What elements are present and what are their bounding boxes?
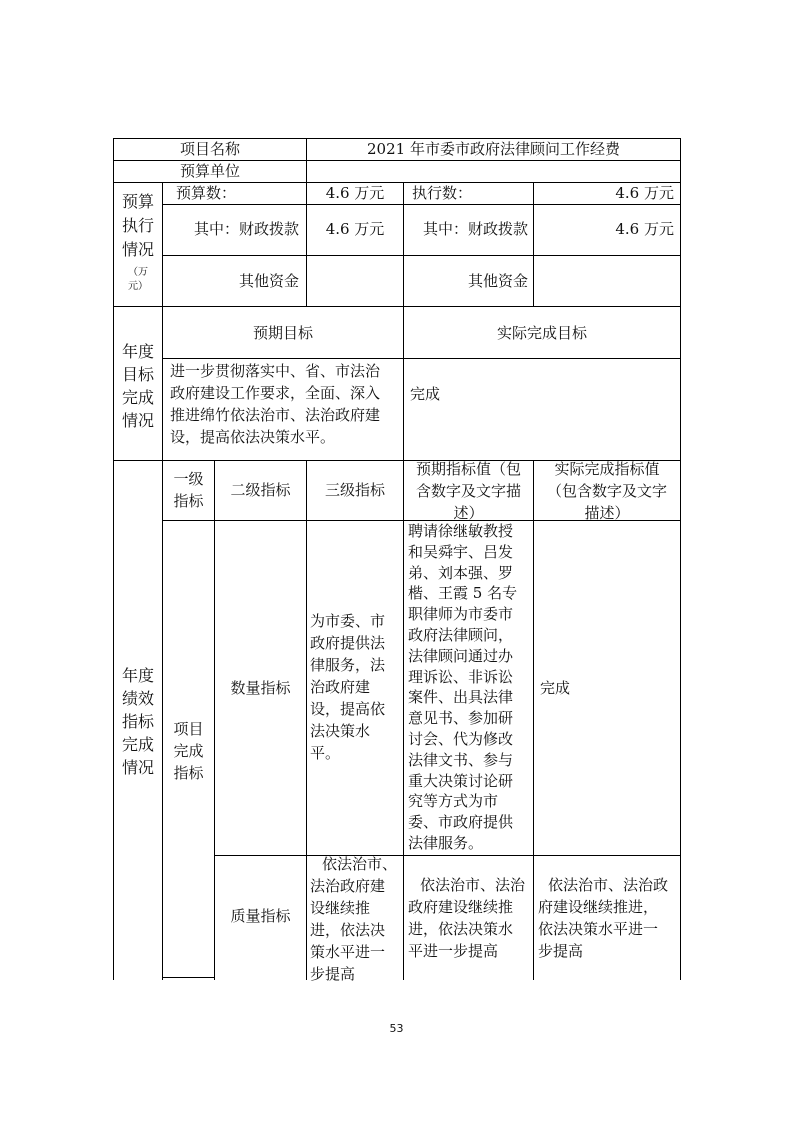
level1-value-line: 完成 <box>173 742 204 760</box>
row-quantity-actual: 完成 <box>540 679 571 697</box>
level1-value-line: 项目 <box>173 720 204 738</box>
exec-amount-label: 执行数： <box>412 184 473 202</box>
row-quantity-expected-line: 讨会、代为修改 <box>408 729 514 748</box>
performance-side-label <box>114 664 162 779</box>
annual-goal-side-label <box>114 340 162 432</box>
row-quantity-expected-line: 职律师为市委市 <box>408 605 514 624</box>
col-level3-header: 三级指标 <box>324 481 385 499</box>
row-quantity-level3-line: 律服务，法 <box>310 656 386 674</box>
col-actual-header <box>534 458 680 524</box>
col-expected-header <box>404 458 533 524</box>
row-quality-level3-line: 进，依法决 <box>310 921 386 939</box>
other-exec-label: 其他资金 <box>467 272 528 290</box>
annual-goal-side-line: 年度 <box>121 342 154 361</box>
col-actual-line: （包含数字及文字 <box>546 482 667 500</box>
performance-side-line: 绩效 <box>121 689 154 708</box>
row-quality-level3-line: 策水平进一 <box>310 943 386 961</box>
row-quantity-expected-line: 政府法律顾问， <box>408 625 514 644</box>
row-quantity-expected-line: 弟、刘本强、罗 <box>408 563 514 582</box>
row-quality-actual-line: 依法决策水平进一 <box>538 920 659 938</box>
project-name-label: 项目名称 <box>179 140 240 158</box>
expected-goal-line: 设，提高依法决策水平。 <box>170 428 336 446</box>
budget-amount-label: 预算数： <box>176 184 237 202</box>
row-quantity-level3-line: 设，提高依 <box>310 700 386 718</box>
col-expected-line: 预期指标值（包 <box>415 460 521 478</box>
row-quantity-expected-line: 究等方式为市 <box>408 792 499 811</box>
row-quantity-level3-line: 政府提供法 <box>310 634 386 652</box>
page-number: 53 <box>389 1022 404 1035</box>
row-quantity-expected-line: 意见书、参加研 <box>408 709 514 728</box>
expected-goal-line: 政府建设工作要求，全面、深入 <box>170 384 381 402</box>
col-expected-line: 述） <box>453 504 484 522</box>
expected-goal-text <box>170 360 402 448</box>
expected-goal-header: 预期目标 <box>252 324 313 342</box>
row-quantity-level3-line: 法决策水 <box>310 722 371 740</box>
actual-goal-text: 完成 <box>410 385 441 403</box>
row-quantity-expected-line: 法律顾问通过办 <box>408 646 514 665</box>
level1-value <box>163 718 214 784</box>
row-quality-actual-line: 依法治市、法治政 <box>548 876 669 894</box>
budget-side-label <box>114 190 162 294</box>
row-quantity-expected-line: 楷、王霞 5 名专 <box>408 584 518 603</box>
fiscal-budget-value: 4.6 万元 <box>325 220 385 238</box>
col-expected-line: 含数字及文字描 <box>415 482 521 500</box>
row-quantity-level3 <box>310 610 402 764</box>
project-name-value: 2021 年市委市政府法律顾问工作经费 <box>367 140 620 158</box>
budget-side-note: （万 <box>128 267 148 278</box>
budget-side-line: 执行 <box>121 216 154 235</box>
row-quality-expected-line: 依法治市、法治 <box>420 876 526 894</box>
row-quality-level2: 质量指标 <box>230 907 291 925</box>
row-quality-actual-line: 步提高 <box>538 942 584 960</box>
expected-goal-line: 进一步贯彻落实中、省、市法治 <box>170 362 381 380</box>
row-quality-actual <box>538 874 680 962</box>
row-quantity-expected-line: 法律文书、参与 <box>408 750 514 769</box>
performance-side-line: 情况 <box>121 758 154 777</box>
col-level1-line: 指标 <box>173 492 204 510</box>
col-level1-line: 一级 <box>173 470 204 488</box>
expected-goal-line: 推进绵竹依法治市、法治政府建 <box>170 406 381 424</box>
row-quality-expected-line: 进，依法决策水 <box>408 920 514 938</box>
col-level1-header <box>163 468 214 512</box>
annual-goal-side-line: 情况 <box>121 411 154 430</box>
performance-side-line: 完成 <box>121 735 154 754</box>
row-quantity-level3-line: 平。 <box>310 744 341 762</box>
row-quantity-expected-line: 法律服务。 <box>408 833 484 852</box>
fiscal-exec-value: 4.6 万元 <box>615 220 674 238</box>
row-quantity-expected-line: 委、市政府提供 <box>408 813 514 832</box>
fiscal-label: 其中：财政拨款 <box>193 220 299 238</box>
actual-goal-header: 实际完成目标 <box>496 324 587 342</box>
row-quality-level3 <box>310 853 402 985</box>
col-actual-line: 实际完成指标值 <box>554 460 660 478</box>
row-quality-expected <box>408 874 532 962</box>
budget-side-note: 元） <box>128 281 148 292</box>
row-quantity-expected-line: 理诉讼、非诉讼 <box>408 667 514 686</box>
row-quality-expected-line: 平进一步提高 <box>408 942 499 960</box>
level1-value-line: 指标 <box>173 764 204 782</box>
annual-goal-side-line: 目标 <box>121 365 154 384</box>
row-quality-level3-line: 步提高 <box>310 965 356 983</box>
row-quantity-expected-line: 重大决策讨论研 <box>408 771 514 790</box>
col-actual-line: 描述） <box>584 504 630 522</box>
row-quantity-expected-line: 案件、出具法律 <box>408 688 514 707</box>
performance-side-line: 年度 <box>121 666 154 685</box>
other-funds-label: 其他资金 <box>238 272 299 290</box>
row-quantity-expected <box>408 521 532 854</box>
row-quantity-level3-line: 治政府建 <box>310 678 371 696</box>
budget-unit-label: 预算单位 <box>179 162 240 180</box>
row-quality-level3-line: 法治政府建 <box>310 877 386 895</box>
budget-side-line: 预算 <box>121 192 154 211</box>
budget-amount-value: 4.6 万元 <box>325 184 385 202</box>
col-level2-header: 二级指标 <box>230 481 291 499</box>
row-quantity-expected-line: 和吴舜宇、吕发 <box>408 542 514 561</box>
exec-amount-value: 4.6 万元 <box>615 184 674 202</box>
row-quantity-level2: 数量指标 <box>230 679 291 697</box>
row-quality-level3-line: 设继续推 <box>310 899 371 917</box>
performance-side-line: 指标 <box>121 712 154 731</box>
fiscal-exec-label: 其中：财政拨款 <box>422 220 528 238</box>
budget-side-line: 情况 <box>121 240 154 259</box>
row-quantity-level3-line: 为市委、市 <box>310 612 386 630</box>
annual-goal-side-line: 完成 <box>121 388 154 407</box>
row-quality-expected-line: 政府建设继续推 <box>408 898 514 916</box>
row-quality-level3-line: 依法治市、 <box>322 855 398 873</box>
row-quality-actual-line: 府建设继续推进， <box>538 898 659 916</box>
row-quantity-expected-line: 聘请徐继敏教授 <box>408 522 514 540</box>
